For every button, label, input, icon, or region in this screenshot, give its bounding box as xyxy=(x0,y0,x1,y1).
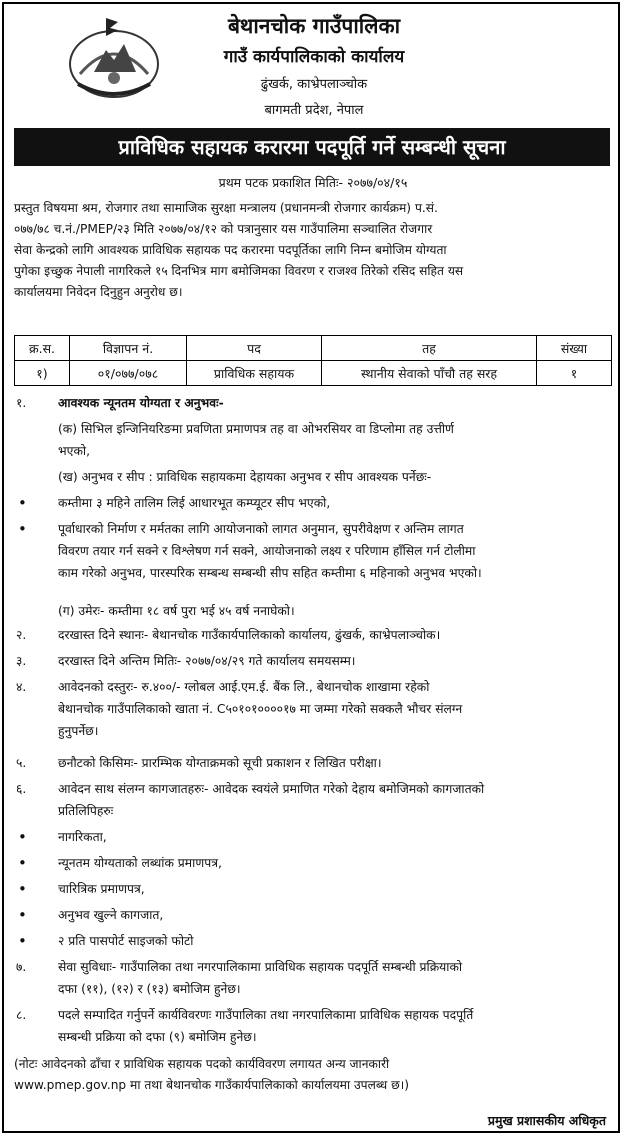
item-line: न्यूनतम योग्यताको लब्धांक प्रमाणपत्र, xyxy=(58,856,222,870)
publication-date: प्रथम पटक प्रकाशित मितिः- २०७७/०४/१५ xyxy=(218,175,408,190)
sub-item xyxy=(14,418,614,462)
bullet-item xyxy=(14,930,614,952)
item-line: दफा (११), (१२) र (१३) बमोजिम हुनेछ। xyxy=(58,982,241,996)
table-row xyxy=(15,361,612,386)
table-cell: प्राविधिक सहायक xyxy=(187,361,322,386)
org-name: बेथानचोक गाउँपालिका xyxy=(227,14,401,38)
sub-item xyxy=(14,466,614,488)
item-line: २ प्रति पासपोर्ट साइजको फोटो xyxy=(58,934,194,948)
item-line: दरखास्त दिने स्थानः- बेथानचोक गाउँकार्यपालिकाको कार्यालय, ढुंखर्क, काभ्रेपलाञ्चोक। xyxy=(58,628,441,642)
table-header: विज्ञापन नं. xyxy=(70,336,187,361)
bullet-marker: • xyxy=(18,854,27,872)
item-text xyxy=(58,466,614,488)
item-number: ६. xyxy=(16,782,27,796)
item-text xyxy=(58,1004,614,1048)
item-line: सम्बन्धी प्रक्रिया को दफा (९) बमोजिम हुनेछ। xyxy=(58,1030,257,1044)
numbered-item xyxy=(14,392,614,414)
table-cell: ०१/०७७/०७८ xyxy=(70,361,187,386)
numbered-item xyxy=(14,752,614,774)
note-line: (नोटः आवेदनको ढाँचा र प्राविधिक सहायक पदको कार्यविवरण लगायत अन्य जानकारी xyxy=(14,1057,390,1071)
bullet-item xyxy=(14,826,614,848)
table-header: पद xyxy=(187,336,322,361)
item-text xyxy=(58,492,614,514)
bullet-marker: • xyxy=(18,520,27,538)
office-province: बागमती प्रदेश, नेपाल xyxy=(264,103,364,118)
sub-item xyxy=(14,600,614,622)
bullet-marker: • xyxy=(18,494,27,512)
item-number: ४. xyxy=(16,680,27,694)
bullet-item xyxy=(14,492,614,514)
item-line: दरखास्त दिने अन्तिम मितिः- २०७७/०४/२९ गते कार्यालय समयसम्म। xyxy=(58,654,356,668)
table-header-row xyxy=(15,336,612,361)
item-text xyxy=(58,956,614,1000)
intro-line: कार्यालयमा निवेदन दिनुहुन अनुरोध छ। xyxy=(14,285,183,299)
item-line: काम गरेको अनुभव, पारस्परिक सम्बन्ध सम्बन्धी सीप सहित कम्तीमा ६ महिनाको अनुभव भएको। xyxy=(58,566,482,580)
bullet-item xyxy=(14,878,614,900)
bullet-marker: • xyxy=(18,906,27,924)
table-cell: स्थानीय सेवाको पाँचौ तह सरह xyxy=(322,361,537,386)
bullet-marker: • xyxy=(18,880,27,898)
table-cell: १ xyxy=(537,361,612,386)
numbered-item xyxy=(14,624,614,646)
item-text xyxy=(58,392,614,414)
item-line: प्रतिलिपिहरुः xyxy=(58,804,114,818)
item-text xyxy=(58,518,614,584)
item-text xyxy=(58,904,614,926)
bullet-item xyxy=(14,852,614,874)
item-line: आवश्यक न्यूनतम योग्यता र अनुभवः- xyxy=(58,396,224,410)
notice-title: प्राविधिक सहायक करारमा पदपूर्ति गर्ने सम्बन्धी सूचना xyxy=(14,128,610,166)
item-line: पदले सम्पादित गर्नुपर्ने कार्यविवरणः गाउँपालिका तथा नगरपालिकामा प्राविधिक सहायक पदपूर्ति xyxy=(58,1008,474,1022)
bullet-item xyxy=(14,904,614,926)
item-line: कम्तीमा ३ महिने तालिम लिई आधारभूत कम्प्यूटर सीप भएको, xyxy=(58,496,331,510)
item-text xyxy=(58,930,614,952)
item-line: भएको, xyxy=(58,444,90,458)
table-header: क्र.स. xyxy=(15,336,70,361)
item-line: (ग) उमेरः- कम्तीमा १८ वर्ष पुरा भई ४५ वर्ष ननाघेको। xyxy=(58,604,295,618)
item-text xyxy=(58,418,614,462)
item-number: २. xyxy=(16,628,27,642)
item-line: चारित्रिक प्रमाणपत्र, xyxy=(58,882,145,896)
intro-paragraph xyxy=(14,198,612,303)
item-line: विवरण तयार गर्न सक्ने र विश्लेषण गर्न सक्ने, आयोजनाको लक्ष्य र परिणाम हाँसिल गर्न टोलीमा xyxy=(58,544,476,558)
intro-line: ०७७/७८ च.नं./PMEP/२३ मिति २०७७/०४/१२ को पत्रानुसार यस गाउँपालिमा सञ्चालित रोजगार xyxy=(14,222,433,236)
item-number: ८. xyxy=(16,1008,27,1022)
intro-line: सेवा केन्द्रको लागि आवश्यक प्राविधिक सहायक पद करारमा पदपूर्तिका लागि निम्न बमोजिम योग्यता xyxy=(14,243,447,257)
item-number: ३. xyxy=(16,654,27,668)
table-cell: १) xyxy=(15,361,70,386)
item-line: (क) सिभिल इन्जिनियरिङमा प्रवणिता प्रमाणपत्र तह वा ओभरसियर वा डिप्लोमा तह उत्तीर्ण xyxy=(58,422,454,436)
bullet-marker: • xyxy=(18,828,27,846)
item-number: ७. xyxy=(16,960,27,974)
item-text xyxy=(58,852,614,874)
numbered-item xyxy=(14,1004,614,1048)
item-line: पूर्वाधारको निर्माण र मर्मतका लागि आयोजनाको लागत अनुमान, सुपरीवेक्षण र अन्तिम लागत xyxy=(58,522,464,536)
item-text xyxy=(58,650,614,672)
item-number: ५. xyxy=(16,756,27,770)
item-line: नागरिकता, xyxy=(58,830,107,844)
notice-page xyxy=(2,2,620,1133)
item-line: (ख) अनुभव र सीप : प्राविधिक सहायकमा देहायका अनुभव र सीप आवश्यक पर्नेछः- xyxy=(58,470,432,484)
numbered-item xyxy=(14,650,614,672)
office-address: ढुंखर्क, काभ्रेपलाञ्चोक xyxy=(260,77,368,92)
table-header: तह xyxy=(322,336,537,361)
item-text xyxy=(58,624,614,646)
nepal-emblem-icon xyxy=(66,14,162,100)
bullet-item xyxy=(14,518,614,584)
note-line: www.pmep.gov.np मा तथा बेथानचोक गाउँकार्यपालिकाको कार्यालयमा उपलब्ध छ।) xyxy=(14,1078,409,1092)
intro-line: पुगेका इच्छुक नेपाली नागरिकले १५ दिनभित्र माग बमोजिमका विवरण र राजश्व तिरेको रसिद सहित यस xyxy=(14,264,464,278)
item-line: हुनुपर्नेछ। xyxy=(58,724,99,738)
numbered-item xyxy=(14,778,614,822)
item-line: छनौटको किसिमः- प्रारम्भिक योग्ताक्रमको सूची प्रकाशन र लिखित परीक्षा। xyxy=(58,756,382,770)
vacancy-table xyxy=(14,335,612,386)
item-number: १. xyxy=(16,396,27,410)
item-text xyxy=(58,878,614,900)
office-name: गाउँ कार्यपालिकाको कार्यालय xyxy=(223,47,405,67)
numbered-item xyxy=(14,956,614,1000)
item-line: आवेदन साथ संलग्न कागजातहरुः- आवेदक स्वयंले प्रमाणित गरेको देहाय बमोजिमको कागजातको xyxy=(58,782,485,796)
item-line: आवेदनको दस्तुरः- रु.४००/- ग्लोबल आई.एम.ई. बैंक लि., बेथानचोक शाखामा रहेको xyxy=(58,680,430,694)
item-line: बेथानचोक गाउँपालिकाको खाता नं. C५०१०१००००१७ मा जम्मा गरेको सक्कलै भौचर संलग्न xyxy=(58,702,463,716)
table-header: संख्या xyxy=(537,336,612,361)
item-text xyxy=(58,600,614,622)
item-text xyxy=(58,676,614,742)
item-line: अनुभव खुल्ने कागजात, xyxy=(58,908,164,922)
item-text xyxy=(58,752,614,774)
intro-line: प्रस्तुत विषयमा श्रम, रोजगार तथा सामाजिक सुरक्षा मन्त्रालय (प्रधानमन्त्री रोजगार कार्यक्रम) प.सं. xyxy=(14,201,438,215)
note-paragraph xyxy=(14,1054,612,1096)
bullet-marker: • xyxy=(18,932,27,950)
item-text xyxy=(58,778,614,822)
item-text xyxy=(58,826,614,848)
numbered-item xyxy=(14,676,614,742)
signature-title: प्रमुख प्रशासकीय अधिकृत xyxy=(487,1113,606,1128)
item-line: सेवा सुविधाः- गाउँपालिका तथा नगरपालिकामा प्राविधिक सहायक पदपूर्ति सम्बन्धी प्रक्रियाको xyxy=(58,960,463,974)
